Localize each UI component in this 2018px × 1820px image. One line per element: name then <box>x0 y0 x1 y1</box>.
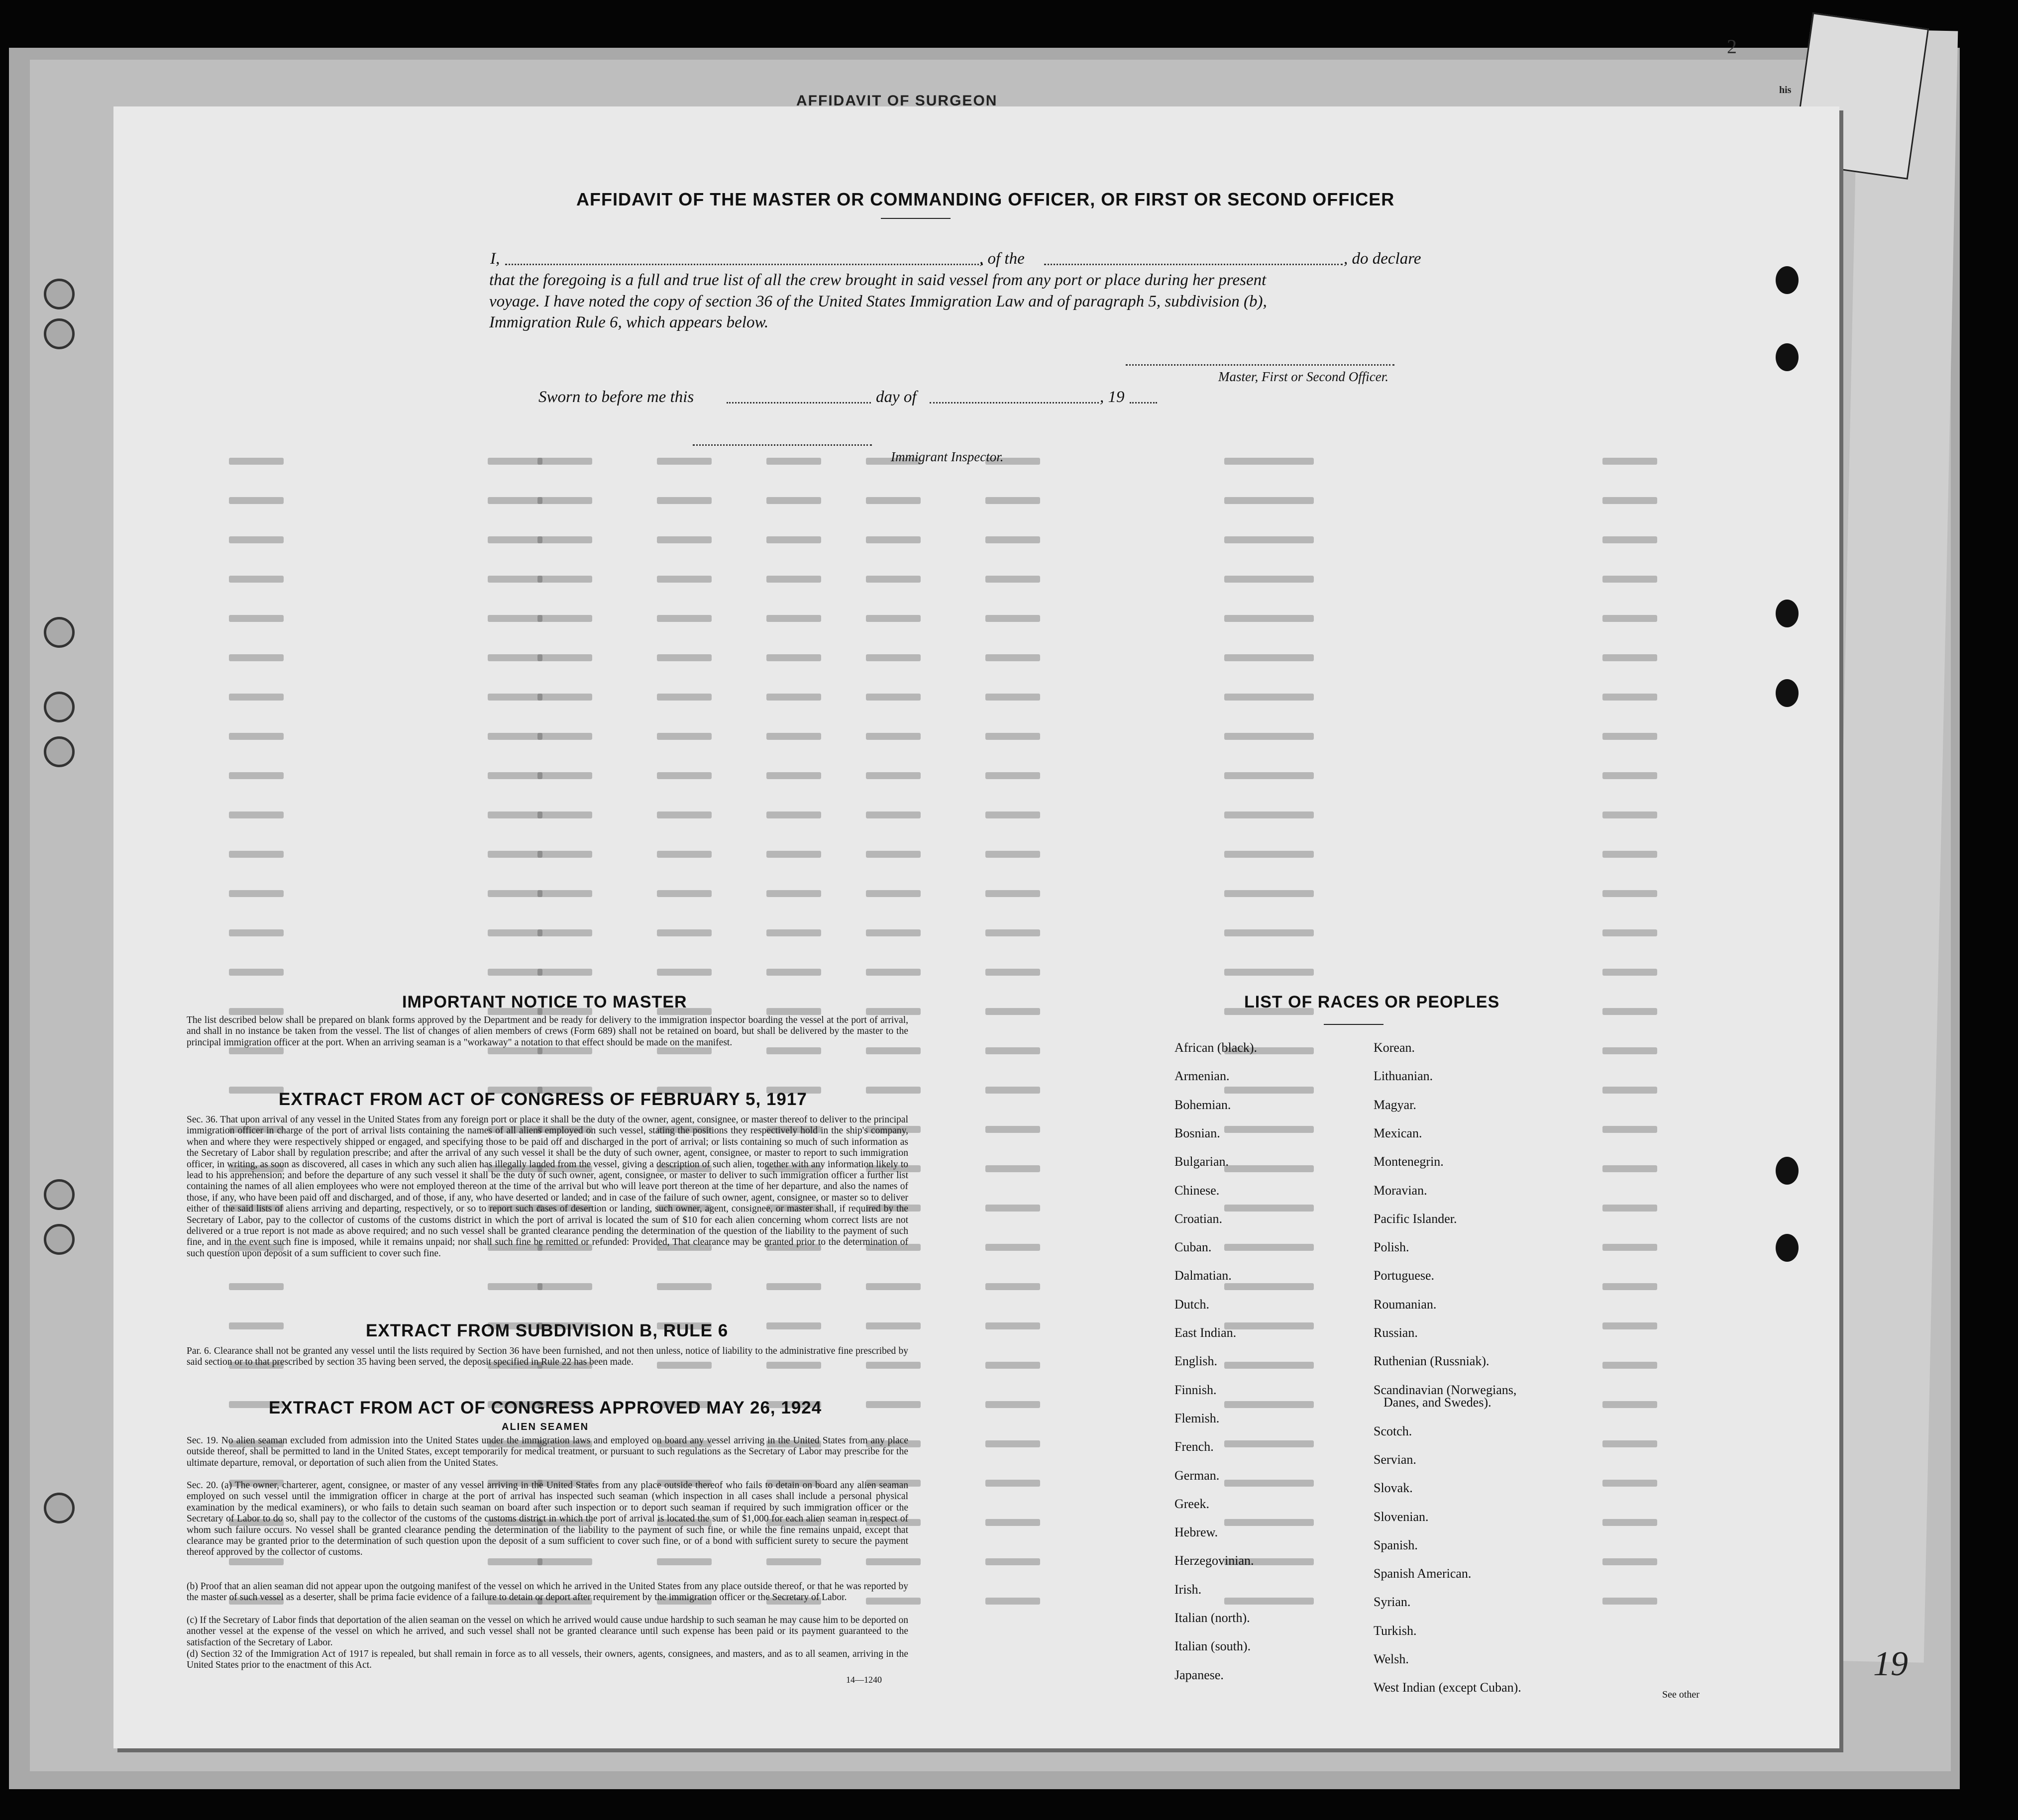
bleed-through-mark <box>766 929 821 936</box>
bleed-through-mark <box>537 576 592 583</box>
race-item: Greek. <box>1174 1497 1210 1511</box>
race-item: Croatian. <box>1174 1212 1223 1226</box>
bleed-through-mark <box>766 536 821 543</box>
bleed-through-mark <box>866 733 921 740</box>
bleed-through-mark <box>1602 1558 1657 1565</box>
bleed-through-mark <box>1602 929 1657 936</box>
vessel-blank <box>1044 264 1343 265</box>
bleed-through-mark <box>537 929 592 936</box>
bleed-through-mark <box>488 576 542 583</box>
race-item: Flemish. <box>1174 1411 1220 1425</box>
bleed-through-mark <box>866 536 921 543</box>
punch-hole <box>1776 600 1799 627</box>
bleed-through-mark <box>537 536 592 543</box>
bleed-through-mark <box>1224 1244 1314 1251</box>
bleed-through-mark <box>1224 851 1314 858</box>
bleed-through-mark <box>1602 615 1657 622</box>
race-item: Danes, and Swedes). <box>1383 1395 1491 1410</box>
bleed-through-mark <box>766 733 821 740</box>
bleed-through-mark <box>488 1283 542 1290</box>
bleed-through-mark <box>657 576 712 583</box>
bleed-through-mark <box>985 1598 1040 1605</box>
bleed-through-mark <box>766 1283 821 1290</box>
bleed-through-mark <box>1602 497 1657 504</box>
bleed-through-mark <box>1602 1598 1657 1605</box>
bleed-through-mark <box>1224 1126 1314 1133</box>
race-item: Russian. <box>1374 1325 1418 1340</box>
bleed-through-mark <box>1224 1087 1314 1094</box>
race-item: Scotch. <box>1374 1424 1412 1438</box>
bleed-through-mark <box>229 1322 284 1329</box>
declaration-line-2: voyage. I have noted the copy of section 36 of the United States Immigration Law and of paragraph 5, subdivision (b), <box>489 293 1267 310</box>
sworn-year: , 19 <box>1100 388 1125 406</box>
bleed-through-mark <box>866 1087 921 1094</box>
bleed-through-mark <box>229 890 284 897</box>
race-item: Finnish. <box>1174 1383 1217 1397</box>
race-item: Spanish. <box>1374 1538 1418 1552</box>
bleed-through-mark <box>488 694 542 701</box>
race-item: Bosnian. <box>1174 1126 1220 1140</box>
race-item: East Indian. <box>1174 1325 1237 1340</box>
bleed-through-mark <box>866 929 921 936</box>
bleed-through-mark <box>1224 654 1314 661</box>
binder-ring <box>44 279 75 309</box>
bleed-through-mark <box>1224 1165 1314 1172</box>
bleed-through-mark <box>766 615 821 622</box>
binder-ring <box>44 1224 75 1255</box>
bleed-through-mark <box>488 497 542 504</box>
signature-blank <box>1126 364 1394 366</box>
bleed-through-mark <box>866 890 921 897</box>
bleed-through-mark <box>229 772 284 779</box>
binder-ring <box>44 1179 75 1210</box>
bleed-through-mark <box>1224 615 1314 622</box>
extract-rule6-text: Par. 6. Clearance shall not be granted any vessel until the lists required by Section 36 have been furnished, and not then unless, notice of liability to the administrative fine prescribed by said section or to that prescribed by section 35 having been served, the deposit specified in Rule 22 has been made. <box>187 1346 908 1368</box>
bleed-through-mark <box>766 576 821 583</box>
bleed-through-mark <box>1602 733 1657 740</box>
bleed-through-mark <box>985 654 1040 661</box>
binder-ring <box>44 318 75 349</box>
race-item: Herzegovinian. <box>1174 1553 1254 1568</box>
binder-ring <box>44 692 75 722</box>
bleed-through-mark <box>1602 1165 1657 1172</box>
bleed-through-mark <box>1602 458 1657 465</box>
notice-title: IMPORTANT NOTICE TO MASTER <box>402 993 687 1011</box>
bleed-through-mark <box>657 969 712 976</box>
bleed-through-mark <box>1602 811 1657 818</box>
bleed-through-mark <box>985 1401 1040 1408</box>
bleed-through-mark <box>866 1008 921 1015</box>
race-item: Welsh. <box>1374 1652 1409 1666</box>
bleed-through-mark <box>1224 890 1314 897</box>
bleed-through-mark <box>985 1126 1040 1133</box>
bleed-through-mark <box>985 694 1040 701</box>
bleed-through-mark <box>1602 1047 1657 1054</box>
binder-ring <box>44 1493 75 1523</box>
bleed-through-mark <box>1224 497 1314 504</box>
bleed-through-mark <box>1602 890 1657 897</box>
bleed-through-mark <box>766 1558 821 1565</box>
bleed-through-mark <box>1224 1598 1314 1605</box>
bleed-through-mark <box>229 497 284 504</box>
race-item: Italian (north). <box>1174 1611 1250 1625</box>
corner-text: his <box>1779 85 1792 96</box>
race-item: Slovak. <box>1374 1481 1413 1495</box>
bleed-through-mark <box>1602 1362 1657 1369</box>
bleed-through-mark <box>1602 1440 1657 1447</box>
race-item: Korean. <box>1374 1040 1415 1055</box>
race-item: English. <box>1174 1354 1217 1368</box>
corner-number: 2 <box>1727 35 1737 58</box>
extract-1924-sec20c: (c) If the Secretary of Labor finds that deportation of the alien seaman on the vessel on which he arrived would cause undue hardship to such seaman he may cause him to be deported on another vessel at the expense of the vessel on which he arrived, and such vessel shall not be granted clearance until such expense has been paid or its payment guaranteed to the satisfaction of the Secretary of Labor. <box>187 1615 908 1648</box>
bleed-through-mark <box>657 1558 712 1565</box>
bleed-through-mark <box>229 851 284 858</box>
race-item: Irish. <box>1174 1582 1202 1597</box>
bleed-through-mark <box>488 654 542 661</box>
punch-hole <box>1776 266 1799 294</box>
bleed-through-mark <box>229 1008 284 1015</box>
bleed-through-mark <box>537 890 592 897</box>
punch-hole <box>1776 1234 1799 1262</box>
bleed-through-mark <box>766 772 821 779</box>
bleed-through-mark <box>985 733 1040 740</box>
race-item: Roumanian. <box>1374 1297 1437 1312</box>
bleed-through-mark <box>766 458 821 465</box>
bleed-through-mark <box>866 576 921 583</box>
affidavit-title: AFFIDAVIT OF THE MASTER OR COMMANDING OFFICER, OR FIRST OR SECOND OFFICER <box>576 189 1395 209</box>
bleed-through-mark <box>985 1440 1040 1447</box>
bleed-through-mark <box>1602 536 1657 543</box>
notice-text: The list described below shall be prepared on blank forms approved by the Department and be ready for delivery to the immigration inspector boarding the vessel at the port of arrival, and shall in no instance be taken from the vessel. The list of changes of alien members of crews (Form 689) shall not be retained on board, but shall be delivered by the master to the principal immigration officer at the port. When an arriving seaman is a "workaway" a notation to that effect should be made on the manifest. <box>187 1015 908 1048</box>
bleed-through-mark <box>1224 772 1314 779</box>
bleed-through-mark <box>1224 1401 1314 1408</box>
race-item: French. <box>1174 1439 1214 1454</box>
race-item: Bulgarian. <box>1174 1154 1229 1169</box>
bleed-through-mark <box>985 772 1040 779</box>
bleed-through-mark <box>1602 772 1657 779</box>
declaration-do-declare: , do declare <box>1344 250 1421 268</box>
bleed-through-mark <box>985 1008 1040 1015</box>
bleed-through-mark <box>1224 576 1314 583</box>
bleed-through-mark <box>488 1558 542 1565</box>
bleed-through-mark <box>766 811 821 818</box>
race-item: Mexican. <box>1374 1126 1422 1140</box>
declaration-line-3: Immigration Rule 6, which appears below. <box>489 313 769 331</box>
bleed-through-mark <box>488 890 542 897</box>
bleed-through-mark <box>985 1519 1040 1526</box>
bleed-through-mark <box>866 654 921 661</box>
bleed-through-mark <box>985 1205 1040 1212</box>
declaration-line-1: that the foregoing is a full and true list of all the crew brought in said vessel from any port or place during her present <box>489 271 1267 289</box>
bleed-through-mark <box>985 536 1040 543</box>
bleed-through-mark <box>537 654 592 661</box>
extract-1924-subtitle: ALIEN SEAMEN <box>502 1421 589 1432</box>
bleed-through-mark <box>537 694 592 701</box>
race-item: Hebrew. <box>1174 1525 1218 1539</box>
bleed-through-mark <box>229 694 284 701</box>
bleed-through-mark <box>985 576 1040 583</box>
bleed-through-mark <box>985 1322 1040 1329</box>
bleed-through-mark <box>1602 576 1657 583</box>
race-item: Cuban. <box>1174 1240 1212 1254</box>
bleed-through-mark <box>657 536 712 543</box>
race-item: Dalmatian. <box>1174 1268 1232 1283</box>
bleed-through-mark <box>985 811 1040 818</box>
bleed-through-mark <box>657 890 712 897</box>
bleed-through-mark <box>985 1047 1040 1054</box>
bleed-through-mark <box>1602 1244 1657 1251</box>
bleed-through-mark <box>1602 851 1657 858</box>
bleed-through-mark <box>657 772 712 779</box>
declaration-i: I, <box>490 250 500 268</box>
bleed-through-mark <box>537 969 592 976</box>
bleed-through-mark <box>657 458 712 465</box>
bleed-through-mark <box>985 929 1040 936</box>
race-item: African (black). <box>1174 1040 1258 1055</box>
bleed-through-mark <box>229 1087 284 1094</box>
bleed-through-mark <box>229 969 284 976</box>
bleed-through-mark <box>1224 929 1314 936</box>
race-item: Scandinavian (Norwegians, <box>1374 1383 1517 1397</box>
bleed-through-mark <box>866 772 921 779</box>
bleed-through-mark <box>1224 733 1314 740</box>
bleed-through-mark <box>1224 458 1314 465</box>
extract-1924-sec20b: (b) Proof that an alien seaman did not appear upon the outgoing manifest of the vessel on which he arrived in the United States from any place outside thereof, or that he was reported by the master of such vessel as a deserter, shall be prima facie evidence of a failure to detain or deport after requirement by the immigration officer or the Secretary of Labor. <box>187 1581 908 1603</box>
race-item: Italian (south). <box>1174 1639 1251 1653</box>
signature-caption: Master, First or Second Officer. <box>1218 369 1388 384</box>
extract-1917-title: EXTRACT FROM ACT OF CONGRESS OF FEBRUARY 5, 1917 <box>279 1090 807 1109</box>
bleed-through-mark <box>866 1283 921 1290</box>
race-item: West Indian (except Cuban). <box>1374 1680 1521 1695</box>
punch-hole <box>1776 679 1799 707</box>
race-item: Ruthenian (Russniak). <box>1374 1354 1489 1368</box>
bleed-through-mark <box>866 811 921 818</box>
bleed-through-mark <box>985 890 1040 897</box>
form-number: 14—1240 <box>846 1675 882 1685</box>
bleed-through-mark <box>866 1558 921 1565</box>
bleed-through-mark <box>537 458 592 465</box>
inspector-caption: Immigrant Inspector. <box>891 449 1004 464</box>
race-item: Spanish American. <box>1374 1566 1472 1581</box>
bleed-through-mark <box>985 1165 1040 1172</box>
bleed-through-mark <box>766 851 821 858</box>
bleed-through-mark <box>1224 811 1314 818</box>
bleed-through-mark <box>488 536 542 543</box>
race-item: Lithuanian. <box>1374 1069 1433 1083</box>
race-item: Polish. <box>1374 1240 1409 1254</box>
top-caption: AFFIDAVIT OF SURGEON <box>796 93 998 109</box>
extract-1924-sec20a: Sec. 20. (a) The owner, charterer, agent, consignee, or master of any vessel arriving in the United States from any place outside thereof who fails to detain on board any alien seaman employed on such vessel until the immigration officer in charge at the port of arrival has inspected such seaman (which inspection in all cases shall include a personal physical examination by the medical examiners), or who fails to detain such seaman on board after such inspection or to deport such seaman if required by such immigration officer or the Secretary of Labor to do so, shall pay to the collector of the customs of the customs district in which the port of arrival is located the sum of $1,000 for each alien seaman in respect of whom such failure occurs. No vessel shall be granted clearance pending the determination of the liability to the payment of such fine, or while the fine remains unpaid, except that clearance may be granted prior to the determination of such question upon the deposit of a sum sufficient to cover such fine, or of a bond with sufficient surety to secure the payment thereof approved by the collector of customs. <box>187 1480 908 1558</box>
bleed-through-mark <box>985 1283 1040 1290</box>
bleed-through-mark <box>766 497 821 504</box>
bleed-through-mark <box>657 615 712 622</box>
bleed-through-mark <box>657 811 712 818</box>
bleed-through-mark <box>537 772 592 779</box>
bleed-through-mark <box>866 1401 921 1408</box>
bleed-through-mark <box>1602 969 1657 976</box>
bleed-through-mark <box>1224 1362 1314 1369</box>
bleed-through-mark <box>229 929 284 936</box>
race-item: Dutch. <box>1174 1297 1210 1312</box>
bleed-through-mark <box>766 1322 821 1329</box>
name-blank <box>505 264 983 265</box>
bleed-through-mark <box>488 969 542 976</box>
bleed-through-mark <box>229 733 284 740</box>
bleed-through-mark <box>1602 1322 1657 1329</box>
race-item: Turkish. <box>1374 1623 1417 1638</box>
race-item: Moravian. <box>1374 1183 1427 1198</box>
bleed-through-mark <box>657 654 712 661</box>
race-item: Syrian. <box>1374 1595 1411 1609</box>
bleed-through-mark <box>229 1283 284 1290</box>
bleed-through-mark <box>657 1283 712 1290</box>
race-item: German. <box>1174 1468 1220 1483</box>
bleed-through-mark <box>866 497 921 504</box>
bleed-through-mark <box>657 733 712 740</box>
sworn-year-blank <box>1130 402 1157 404</box>
bleed-through-mark <box>985 1558 1040 1565</box>
race-item: Bohemian. <box>1174 1098 1231 1112</box>
race-item: Pacific Islander. <box>1374 1212 1457 1226</box>
punch-hole <box>1776 1157 1799 1185</box>
bleed-through-mark <box>1602 1087 1657 1094</box>
bleed-through-mark <box>766 890 821 897</box>
race-item: Japanese. <box>1174 1668 1224 1682</box>
bleed-through-mark <box>537 811 592 818</box>
bleed-through-mark <box>537 497 592 504</box>
races-title-rule <box>1324 1024 1383 1025</box>
bleed-through-mark <box>1224 536 1314 543</box>
bleed-through-mark <box>985 497 1040 504</box>
bleed-through-mark <box>985 1087 1040 1094</box>
race-item: Portuguese. <box>1374 1268 1435 1283</box>
bleed-through-mark <box>229 811 284 818</box>
bleed-through-mark <box>229 1558 284 1565</box>
extract-1924-title: EXTRACT FROM ACT OF CONGRESS APPROVED MAY 26, 1924 <box>269 1398 822 1417</box>
bleed-through-mark <box>488 851 542 858</box>
bleed-through-mark <box>1224 1205 1314 1212</box>
bleed-through-mark <box>537 615 592 622</box>
bleed-through-mark <box>1224 1322 1314 1329</box>
bleed-through-mark <box>488 811 542 818</box>
race-item: Chinese. <box>1174 1183 1220 1198</box>
bleed-through-mark <box>766 694 821 701</box>
bleed-through-mark <box>866 615 921 622</box>
inspector-blank <box>693 444 872 446</box>
bleed-through-mark <box>229 576 284 583</box>
bleed-through-mark <box>866 851 921 858</box>
bleed-through-mark <box>657 929 712 936</box>
bleed-through-mark <box>1602 1519 1657 1526</box>
bleed-through-mark <box>985 969 1040 976</box>
binder-ring <box>44 617 75 648</box>
races-title: LIST OF RACES OR PEOPLES <box>1244 993 1500 1011</box>
handwritten-number: 19 <box>1873 1645 1908 1683</box>
bleed-through-mark <box>1224 969 1314 976</box>
race-item: Magyar. <box>1374 1098 1416 1112</box>
bleed-through-mark <box>229 654 284 661</box>
bleed-through-mark <box>537 733 592 740</box>
bleed-through-mark <box>488 929 542 936</box>
declaration-of-the: , of the <box>979 250 1025 268</box>
bleed-through-mark <box>488 733 542 740</box>
bleed-through-mark <box>985 1362 1040 1369</box>
bleed-through-mark <box>229 536 284 543</box>
see-other-note: See other <box>1662 1689 1699 1700</box>
bleed-through-mark <box>766 969 821 976</box>
bleed-through-mark <box>866 1322 921 1329</box>
bleed-through-mark <box>1602 1283 1657 1290</box>
race-item: Armenian. <box>1174 1069 1230 1083</box>
title-rule <box>881 218 951 219</box>
bleed-through-mark <box>1224 1283 1314 1290</box>
race-item: Slovenian. <box>1374 1510 1429 1524</box>
bleed-through-mark <box>766 654 821 661</box>
race-item: Servian. <box>1374 1452 1416 1467</box>
sworn-prefix: Sworn to before me this <box>538 388 694 406</box>
bleed-through-mark <box>985 1480 1040 1487</box>
bleed-through-mark <box>229 615 284 622</box>
bleed-through-mark <box>1602 1126 1657 1133</box>
bleed-through-mark <box>657 497 712 504</box>
bleed-through-mark <box>985 1244 1040 1251</box>
bleed-through-mark <box>766 1008 821 1015</box>
bleed-through-mark <box>657 851 712 858</box>
extract-1924-sec20d: (d) Section 32 of the Immigration Act of 1917 is repealed, but shall remain in force as to all vessels, their owners, agents, consignees, and masters, and as to all seamen, arriving in the United States prior to the enactment of this Act. <box>187 1649 908 1671</box>
bleed-through-mark <box>1602 1008 1657 1015</box>
bleed-through-mark <box>537 1558 592 1565</box>
sworn-day-blank <box>727 402 871 404</box>
bleed-through-mark <box>537 851 592 858</box>
bleed-through-mark <box>537 1283 592 1290</box>
bleed-through-mark <box>1224 1519 1314 1526</box>
bleed-through-mark <box>1224 1480 1314 1487</box>
bleed-through-mark <box>866 694 921 701</box>
bleed-through-mark <box>488 772 542 779</box>
binder-ring <box>44 736 75 767</box>
bleed-through-mark <box>866 969 921 976</box>
bleed-through-mark <box>1224 694 1314 701</box>
extract-1917-text: Sec. 36. That upon arrival of any vessel in the United States from any foreign port or place it shall be the duty of the owner, agent, consignee, or master thereof to deliver to the principal immigration officer in charge of the port of arrival lists containing the names of all aliens employed on such vessel, stating the positions they respectively hold in the ship's company, when and where they were respectively shipped or engaged, and specifying those to be paid off and discharged in the port of arrival; or lists containing so much of such information as the Secretary of Labor shall by regulation prescribe; and after the arrival of any such vessel it shall be the duty of such owner, agent, consignee, or master to report to such immigration officer, in writing, as soon as discovered, all cases in which any such alien has illegally landed from the vessel, giving a description of such alien, together with any information likely to lead to his apprehension; and before the departure of any such vessel it shall be the duty of such owner, agent, consignee, or master to deliver to such immigration officer a further list containing the names of all alien employees who were not employed thereon at the time of the arrival but who will leave port thereon at the time of her departure, and also the names of those, if any, who have been paid off and discharged, and of those, if any, who have deserted or landed; and in case of the failure of such owner, agent, consignee, or master so to deliver either of the said lists of aliens arriving and departing, respectively, or so to report such cases of desertion or landing, such owner, agent, consignee, or master shall, if required by the Secretary of Labor, pay to the collector of customs of the customs district in which the port of arrival is located the sum of $10 for each alien concerning whom correct lists are not delivered or a true report is not made as above required; and no such vessel shall be granted clearance pending the determination of the question of the liability to the payment of such fine, and in the event such fine is imposed, while it remains unpaid; nor shall such fine be remitted or refunded: Provided, That clearance may be granted prior to the determination of such question upon deposit of a sum sufficient to cover such fine. <box>187 1114 908 1259</box>
bleed-through-mark <box>1602 694 1657 701</box>
race-item: Montenegrin. <box>1374 1154 1444 1169</box>
bleed-through-mark <box>985 851 1040 858</box>
bleed-through-mark <box>985 615 1040 622</box>
sworn-day-of: day of <box>876 388 917 406</box>
bleed-through-mark <box>1224 1440 1314 1447</box>
bleed-through-mark <box>657 694 712 701</box>
bleed-through-mark <box>229 458 284 465</box>
bleed-through-mark <box>1602 1205 1657 1212</box>
bleed-through-mark <box>488 458 542 465</box>
bleed-through-mark <box>1602 1480 1657 1487</box>
bleed-through-mark <box>1602 1401 1657 1408</box>
extract-1924-sec19: Sec. 19. No alien seaman excluded from admission into the United States under the immigration laws and employed on board any vessel arriving in the United States from any place outside thereof, shall be permitted to land in the United States, except temporarily for medical treatment, or pursuant to such regulations as the Secretary of Labor may prescribe for the ultimate departure, removal, or deportation of such alien from the United States. <box>187 1435 908 1468</box>
sworn-month-blank <box>930 402 1099 404</box>
punch-hole <box>1776 343 1799 371</box>
extract-rule6-title: EXTRACT FROM SUBDIVISION B, RULE 6 <box>366 1321 729 1340</box>
bleed-through-mark <box>488 615 542 622</box>
bleed-through-mark <box>1602 654 1657 661</box>
